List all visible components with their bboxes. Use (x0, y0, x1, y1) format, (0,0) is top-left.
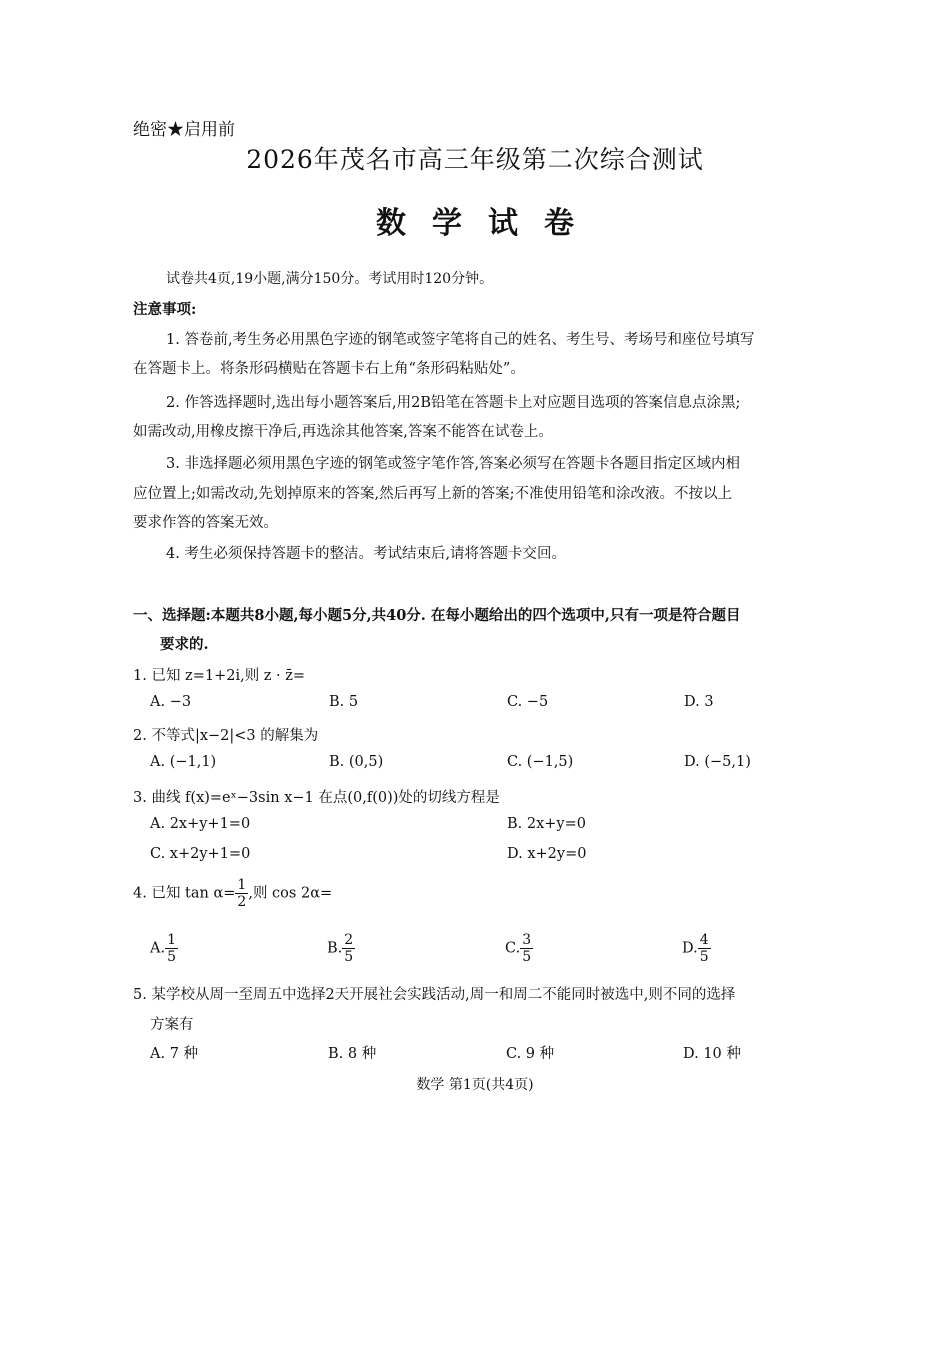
notice-item-3-line-3: 要求作答的答案无效。 (133, 515, 278, 531)
question-5-stem-line-1: 5. 某学校从周一至周五中选择2天开展社会实践活动,周一和周二不能同时被选中,则不同的选择 (133, 987, 736, 1003)
question-5-stem-line-2: 方案有 (150, 1017, 194, 1033)
question-1-option-d: D. 3 (684, 694, 714, 710)
page-footer: 数学 第1页(共4页) (416, 1077, 534, 1093)
question-3-stem: 3. 曲线 f(x)=eˣ−3sin x−1 在点(0,f(0))处的切线方程是 (133, 790, 500, 806)
question-3-option-d: D. x+2y=0 (507, 846, 587, 862)
question-2-option-c: C. (−1,5) (507, 754, 574, 770)
question-2-option-a: A. (−1,1) (150, 754, 217, 770)
fraction-numerator: 1 (167, 932, 177, 948)
option-fraction (165, 932, 178, 965)
option-label: D. (682, 940, 698, 957)
notice-item-2-line-2: 如需改动,用橡皮擦干净后,再选涂其他答案,答案不能答在试卷上。 (133, 424, 553, 440)
question-4-stem (133, 877, 332, 910)
option-label: B. (327, 940, 343, 957)
fraction-denominator: 5 (522, 949, 532, 965)
question-5-option-b: B. 8 种 (328, 1046, 377, 1062)
notice-title: 注意事项: (133, 301, 197, 318)
confidential-label: 绝密★启用前 (133, 120, 235, 140)
fraction-numerator: 4 (699, 932, 709, 948)
fraction-denominator: 2 (237, 894, 247, 910)
exam-info: 试卷共4页,19小题,满分150分。考试用时120分钟。 (166, 271, 494, 287)
option-fraction (698, 932, 711, 965)
fraction-denominator: 5 (344, 949, 354, 965)
question-4-stem-prefix: 4. 已知 tan α= (133, 885, 236, 902)
section-heading-line-1: 一、选择题:本题共8小题,每小题5分,共40分. 在每小题给出的四个选项中,只有一项是符合题目 (133, 607, 741, 624)
notice-item-3-line-2: 应位置上;如需改动,先划掉原来的答案,然后再写上新的答案;不准使用铅笔和涂改液。不按以上 (133, 486, 732, 502)
question-4-option-a (150, 932, 178, 965)
fraction-denominator: 5 (699, 949, 709, 965)
question-1-option-a: A. −3 (150, 694, 192, 710)
question-3-option-c: C. x+2y+1=0 (150, 846, 251, 862)
notice-item-1-line-2: 在答题卡上。将条形码横贴在答题卡右上角“条形码粘贴处”。 (133, 361, 525, 377)
fraction-numerator: 1 (237, 877, 247, 893)
question-5-option-a: A. 7 种 (150, 1046, 199, 1062)
question-2-option-d: D. (−5,1) (684, 754, 751, 770)
question-3-option-b: B. 2x+y=0 (507, 816, 586, 832)
question-5-option-c: C. 9 种 (506, 1046, 555, 1062)
section-heading-line-2: 要求的. (160, 636, 209, 653)
fraction-numerator: 2 (344, 932, 354, 948)
question-1-stem: 1. 已知 z=1+2i,则 z · z̄= (133, 668, 306, 684)
option-label: A. (150, 940, 166, 957)
fraction-numerator: 3 (522, 932, 532, 948)
notice-item-3-line-1: 3. 非选择题必须用黑色字迹的钢笔或签字笔作答,答案必须写在答题卡各题目指定区域内相 (166, 456, 741, 472)
fraction-denominator: 5 (167, 949, 177, 965)
question-4-option-d (682, 932, 711, 965)
question-5-option-d: D. 10 种 (683, 1046, 741, 1062)
subject-title: 数学试卷 (376, 206, 600, 241)
option-fraction (342, 932, 355, 965)
question-4-fraction (235, 877, 248, 910)
notice-item-1-line-1: 1. 答卷前,考生务必用黑色字迹的钢笔或签字笔将自己的姓名、考生号、考场号和座位号填写 (166, 332, 755, 348)
notice-item-4-line-1: 4. 考生必须保持答题卡的整洁。考试结束后,请将答题卡交回。 (166, 546, 567, 562)
option-label: C. (505, 940, 521, 957)
question-1-option-b: B. 5 (329, 694, 359, 710)
question-4-option-b (327, 932, 355, 965)
question-2-stem: 2. 不等式|x−2|<3 的解集为 (133, 728, 319, 744)
question-2-option-b: B. (0,5) (329, 754, 384, 770)
exam-title: 2026年茂名市高三年级第二次综合测试 (246, 145, 704, 174)
notice-item-2-line-1: 2. 作答选择题时,选出每小题答案后,用2B铅笔在答题卡上对应题目选项的答案信息点涂黑; (166, 395, 741, 411)
question-4-stem-suffix: ,则 cos 2α= (248, 885, 333, 902)
question-4-option-c (505, 932, 533, 965)
option-fraction (520, 932, 533, 965)
question-3-option-a: A. 2x+y+1=0 (150, 816, 251, 832)
question-1-option-c: C. −5 (507, 694, 549, 710)
